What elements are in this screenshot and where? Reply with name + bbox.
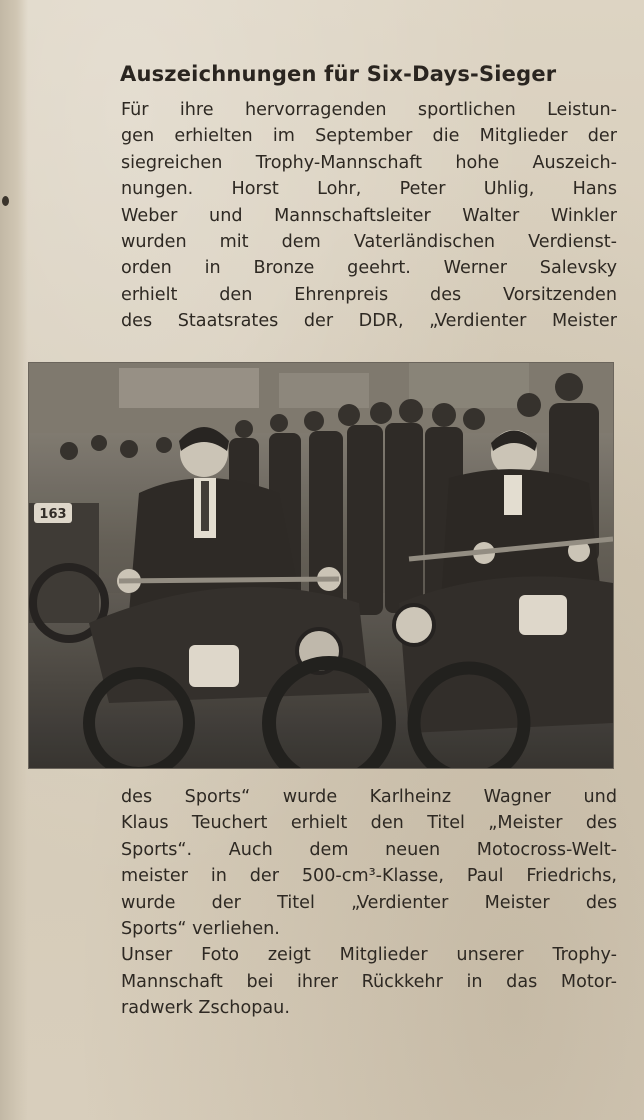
article-photo [28, 362, 614, 769]
caption-line: Unser Foto zeigt Mitglieder unserer Trophy- [121, 945, 617, 966]
body-line: des Staatsrates der DDR, „Verdienter Meister [121, 311, 617, 332]
body-line: meister in der 500-cm³-Klasse, Paul Friedrichs, [121, 866, 617, 887]
page-fold-edge [0, 0, 28, 1120]
ink-blemish [2, 196, 9, 206]
body-line: Sports“. Auch dem neuen Motocross-Welt- [121, 839, 617, 860]
body-line: Sports“ verliehen. [121, 918, 280, 939]
body-line: Klaus Teuchert erhielt den Titel „Meister des [121, 813, 617, 834]
body-line: wurde der Titel „Verdienter Meister des [121, 892, 617, 913]
article-headline: Auszeichnungen für Six-Days-Sieger [120, 62, 557, 86]
body-line: orden in Bronze geehrt. Werner Salevsky [121, 258, 617, 279]
body-line: des Sports“ wurde Karlheinz Wagner und [121, 787, 617, 807]
body-line: gen erhielten im September die Mitglieder der [121, 126, 617, 147]
body-line: erhielt den Ehrenpreis des Vorsitzenden [121, 284, 617, 305]
article-body-top [121, 97, 617, 335]
body-line: Für ihre hervorragenden sportlichen Leistun- [121, 100, 617, 120]
body-line: siegreichen Trophy-Mannschaft hohe Auszeich- [121, 152, 617, 173]
caption-line: radwerk Zschopau. [121, 998, 290, 1019]
body-line: wurden mit dem Vaterländischen Verdienst- [121, 231, 617, 252]
photo-motorcycle-riders-icon [29, 363, 613, 768]
caption-line: Mannschaft bei ihrer Rückkehr in das Motor- [121, 971, 617, 992]
body-line: nungen. Horst Lohr, Peter Uhlig, Hans [121, 179, 617, 200]
body-line: Weber und Mannschaftsleiter Walter Winkler [121, 205, 617, 226]
article-body-bottom [121, 784, 617, 1022]
number-plate-text: 163 [39, 507, 67, 522]
